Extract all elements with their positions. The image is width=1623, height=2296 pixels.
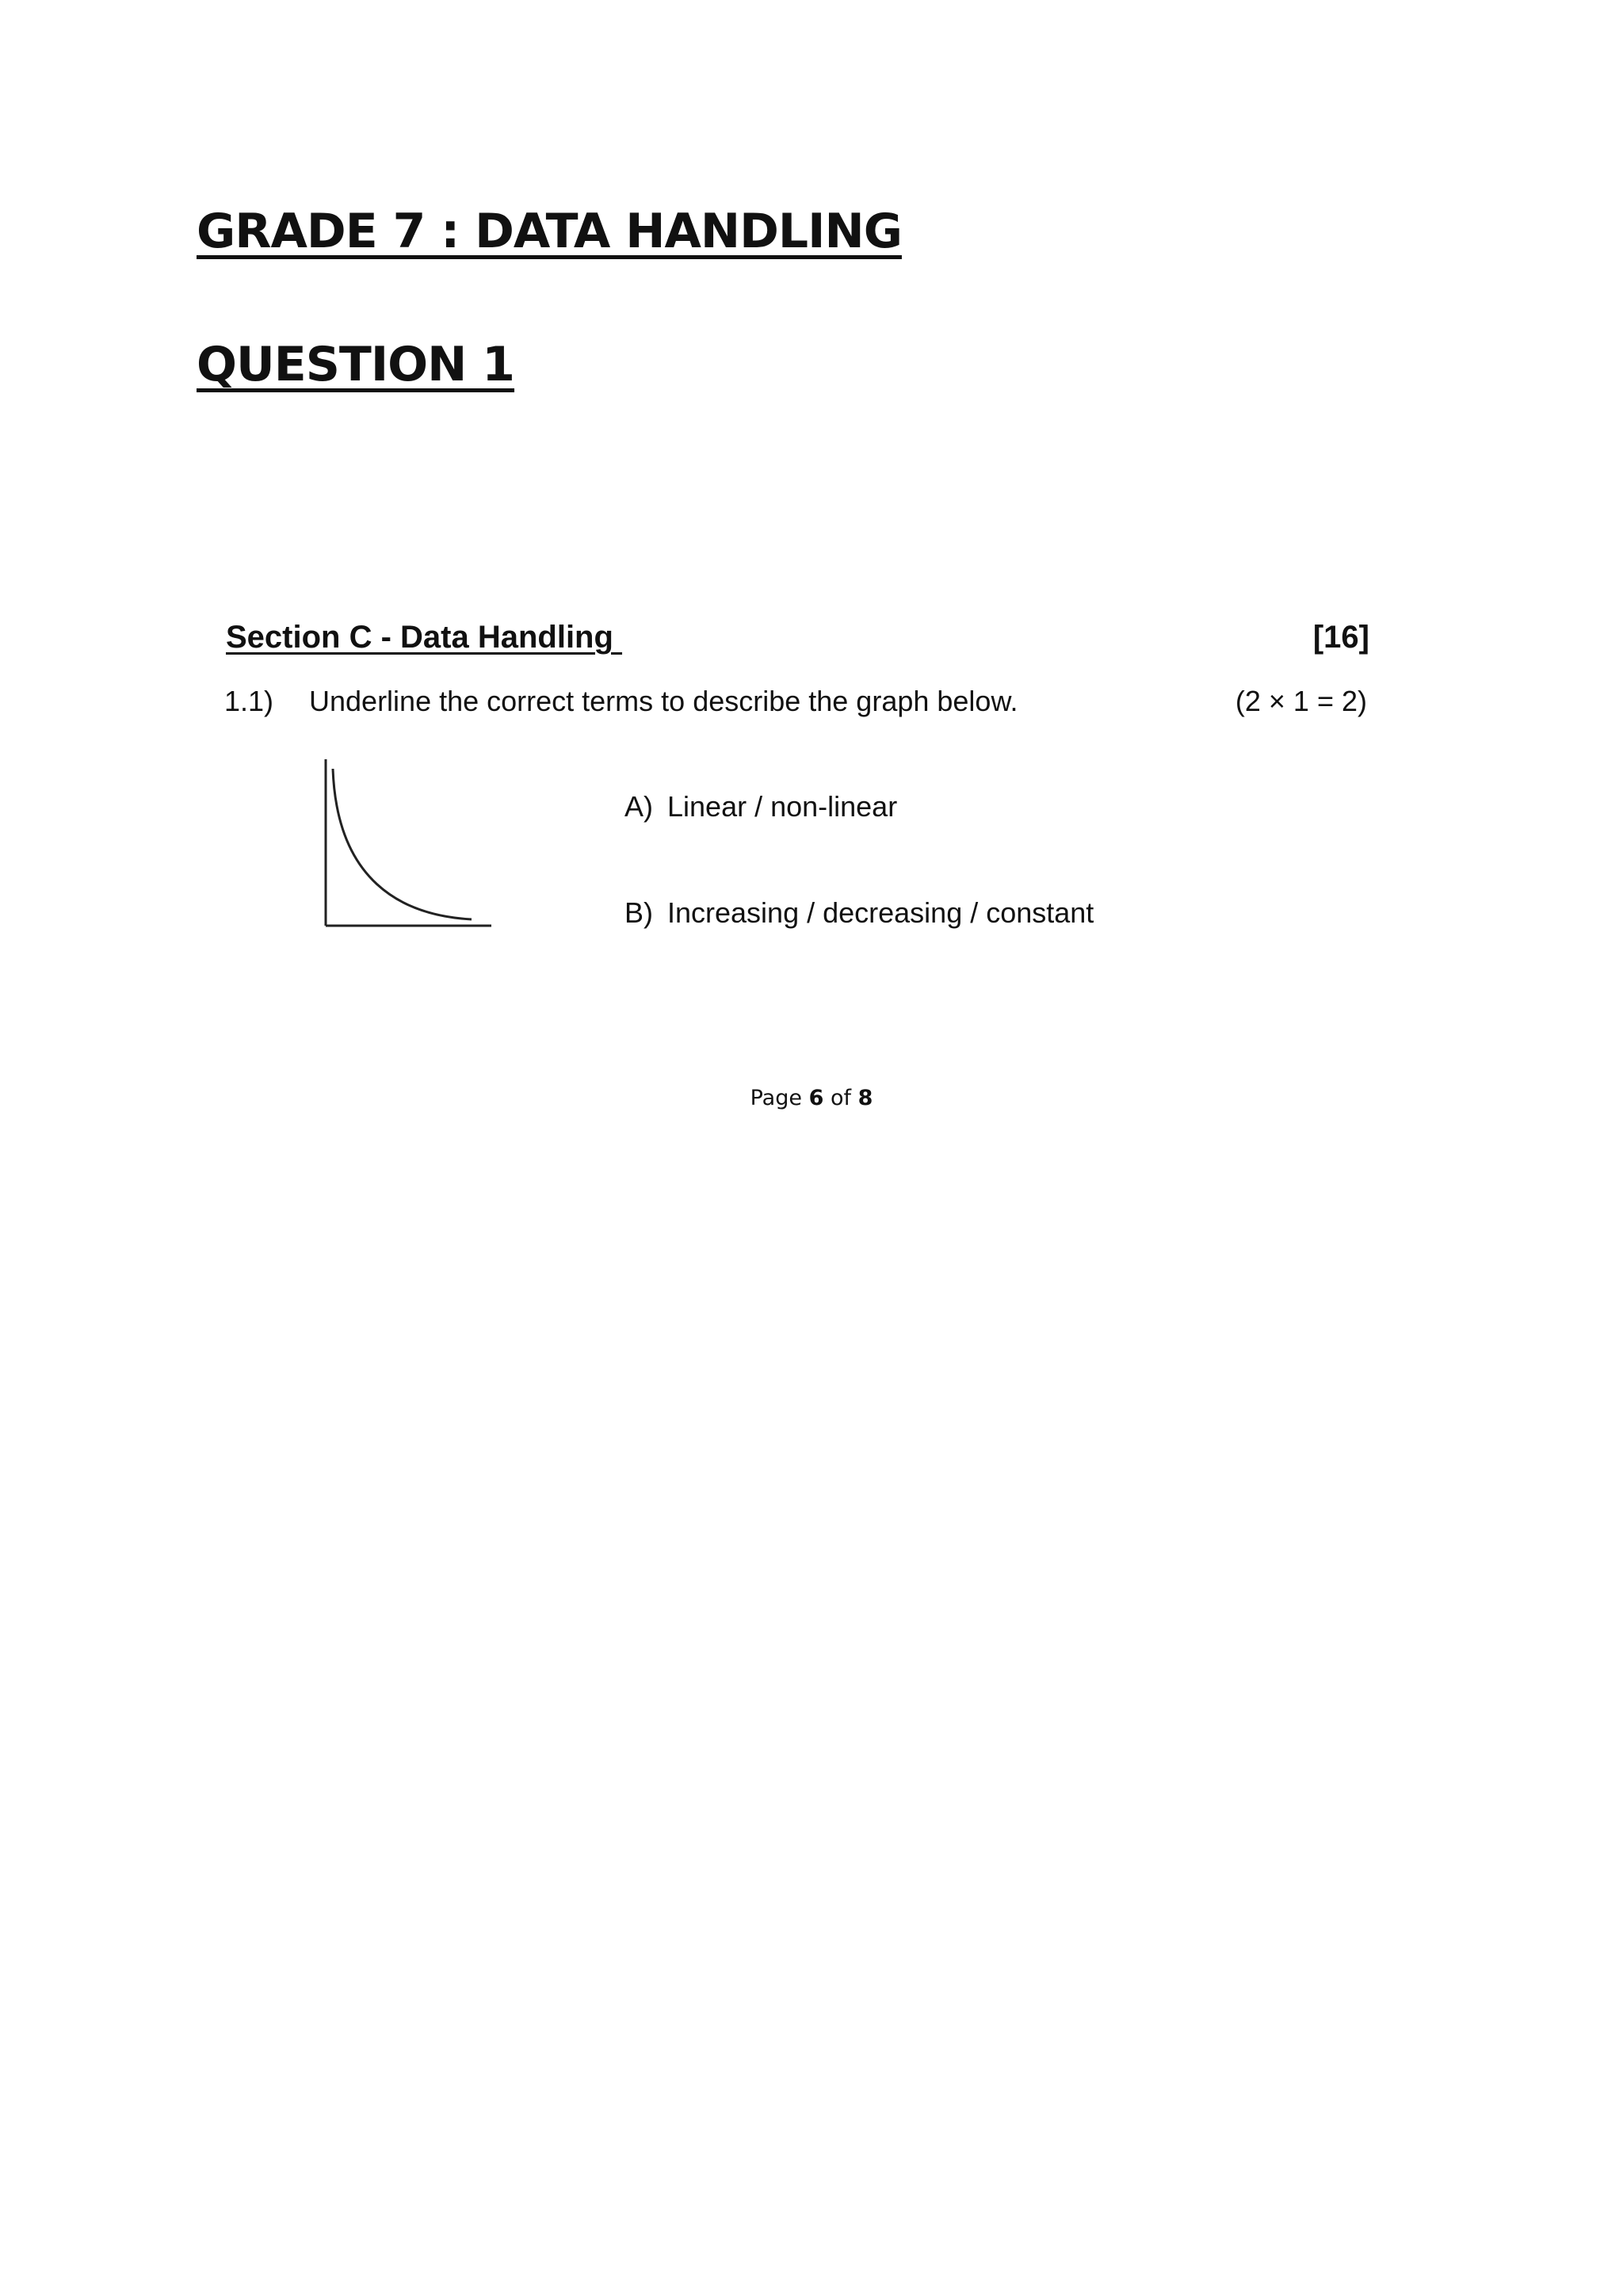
decreasing-curve-graph-icon — [313, 753, 503, 935]
graph-curve — [333, 769, 472, 919]
option-b-label: B) — [624, 896, 653, 929]
section-total-marks: [16] — [1312, 620, 1369, 655]
footer-of-word: of — [830, 1086, 851, 1110]
option-a-text: Linear / non-linear — [667, 790, 898, 823]
page-footer — [0, 1086, 1623, 1110]
footer-current-page: 6 — [808, 1086, 824, 1110]
option-b — [624, 896, 1094, 930]
question-text: Underline the correct terms to describe the graph below. — [309, 685, 1018, 717]
option-a-label: A) — [624, 790, 653, 823]
question-number: 1.1) — [224, 685, 274, 717]
section-title: Section C - Data Handling — [226, 620, 623, 655]
page-title: GRADE 7 : DATA HANDLING — [197, 204, 902, 259]
footer-total-pages: 8 — [857, 1086, 873, 1110]
question-heading: QUESTION 1 — [197, 337, 515, 392]
option-a — [624, 790, 897, 823]
footer-page-word: Page — [750, 1086, 802, 1110]
question-marks: (2 × 1 = 2) — [1235, 685, 1367, 717]
option-b-text: Increasing / decreasing / constant — [667, 896, 1094, 929]
